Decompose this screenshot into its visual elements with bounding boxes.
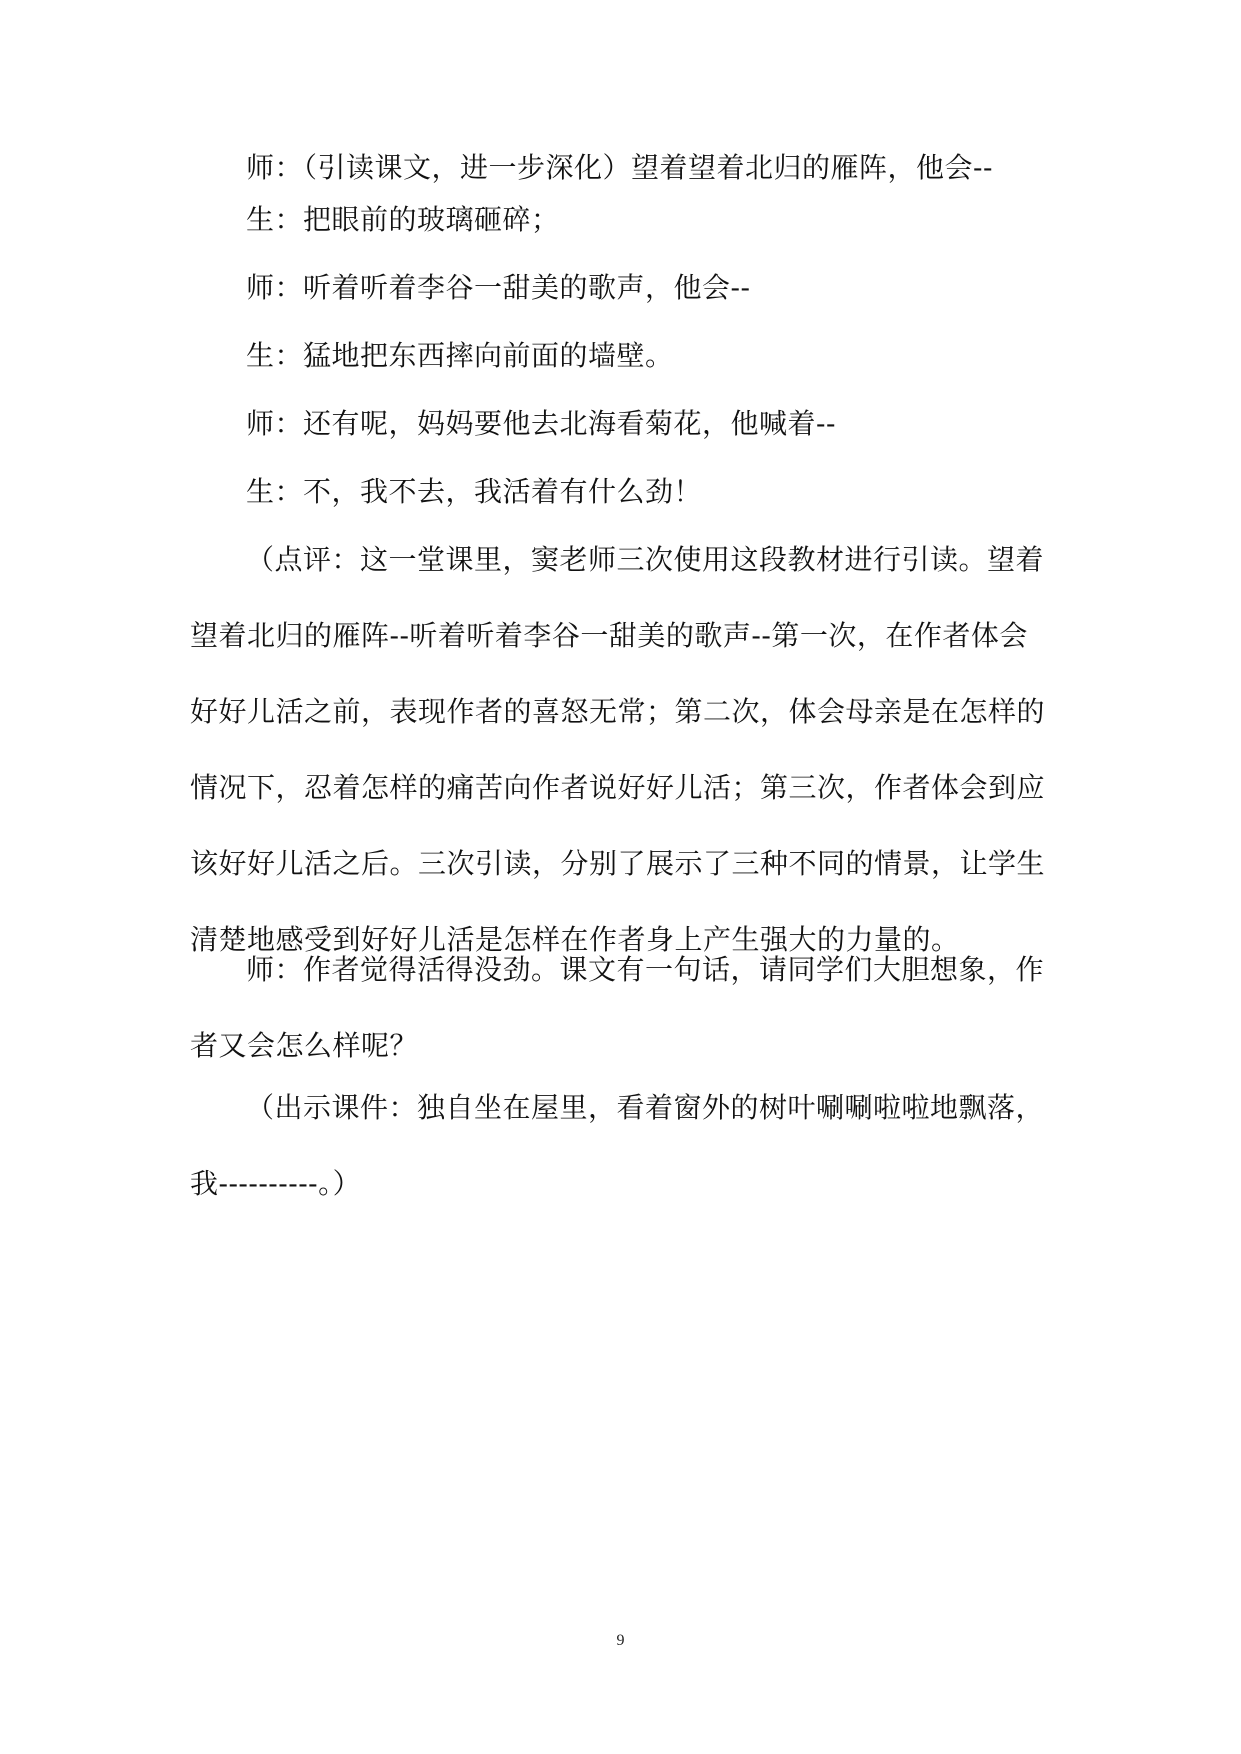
dialogue-line-4: 生：猛地把东西摔向前面的墙壁。 [246, 339, 674, 372]
dialogue-line-3: 师：听着听着李谷一甜美的歌声，他会-- [246, 271, 751, 304]
dialogue-line-1: 师：（引读课文，进一步深化）望着望着北归的雁阵，他会-- [246, 151, 993, 184]
courseware-paragraph: （出示课件：独自坐在屋里，看着窗外的树叶唰唰啦啦地飘落，我----------。） [190, 1091, 1045, 1200]
teacher-question-paragraph: 师：作者觉得活得没劲。课文有一句话，请同学们大胆想象，作者又会怎么样呢？ [190, 953, 1045, 1062]
commentary-paragraph: （点评：这一堂课里，窦老师三次使用这段教材进行引读。望着望着北归的雁阵--听着听着李谷一甜美的歌声--第一次，在作者体会好好儿活之前，表现作者的喜怒无常；第二次，体会母亲是在怎样的情况下，忍着怎样的痛苦向作者说好好儿活；第三次，作者体会到应该好好儿活之后。三次引读，分别了展示了三种不同的情景，让学生清楚地感受到好好儿活是怎样在作者身上产生强大的力量的。 [190, 543, 1046, 956]
dialogue-line-2: 生：把眼前的玻璃砸碎； [246, 203, 560, 236]
dialogue-line-6: 生：不，我不去，我活着有什么劲！ [246, 475, 703, 508]
dialogue-line-5: 师：还有呢，妈妈要他去北海看菊花，他喊着-- [246, 407, 836, 440]
page-number: 9 [616, 1632, 625, 1649]
